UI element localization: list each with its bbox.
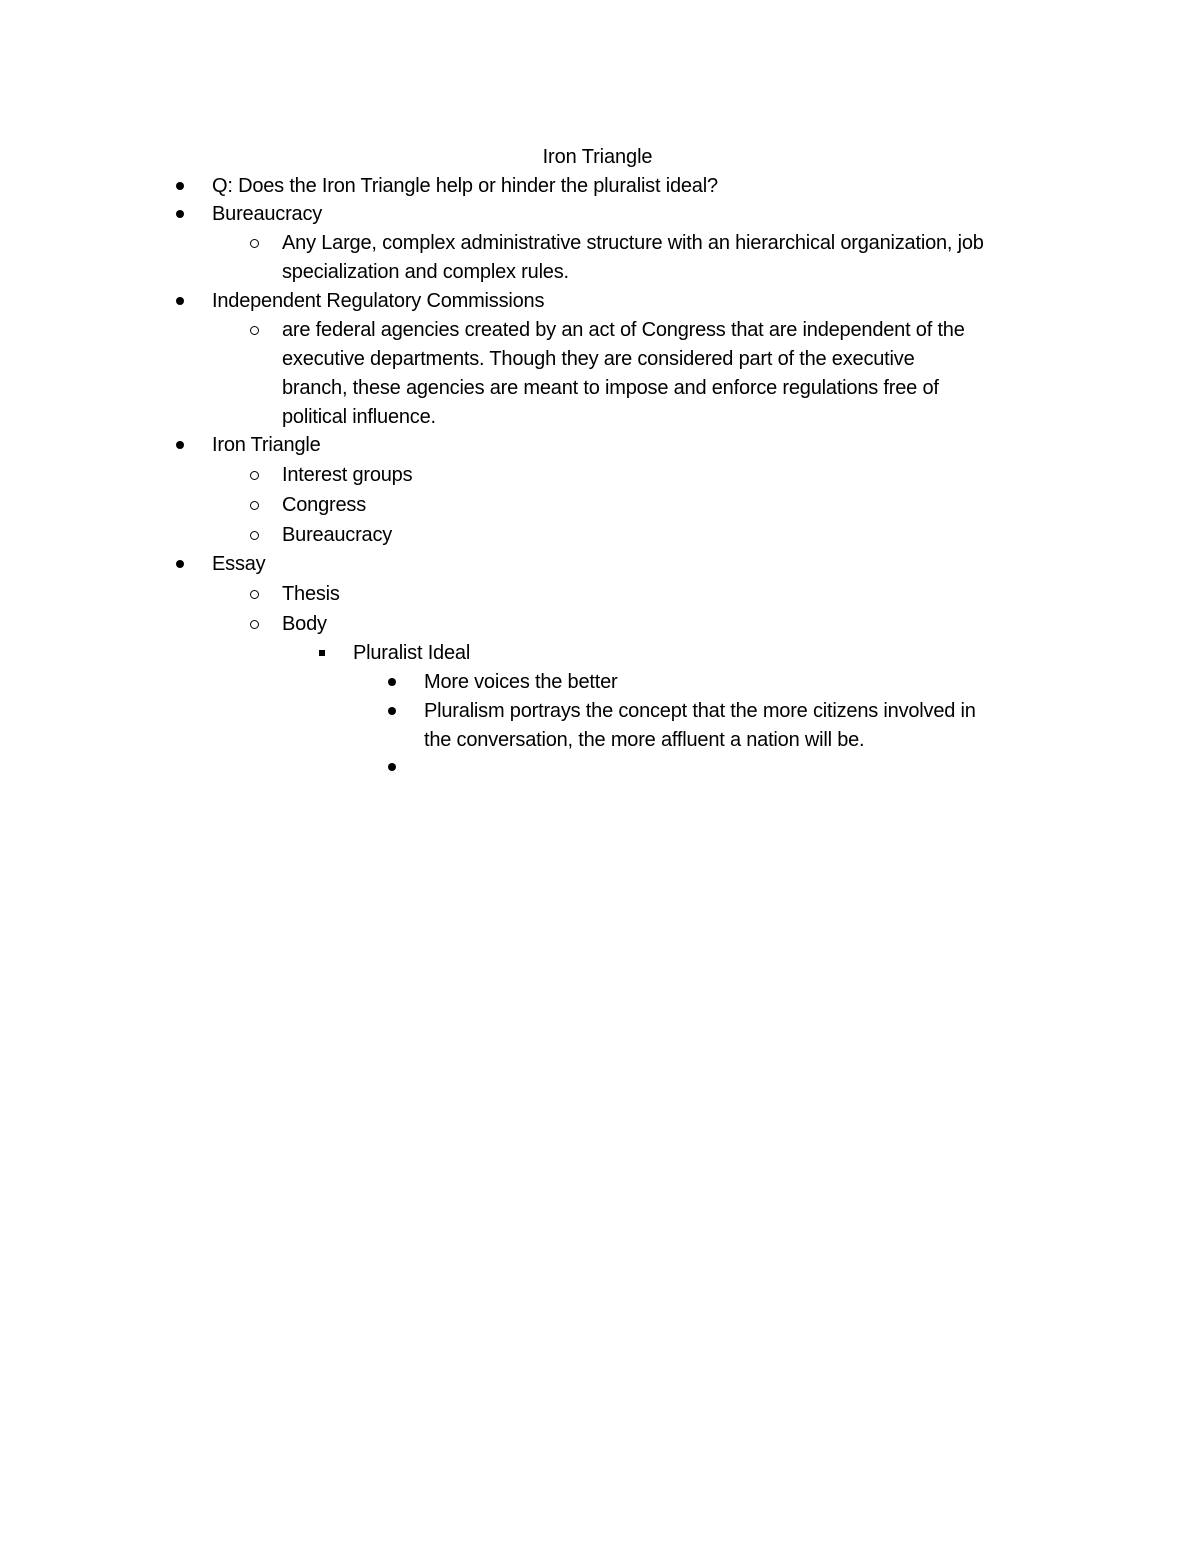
essay-label: Essay [212, 553, 266, 575]
question-text: Q: Does the Iron Triangle help or hinder the pluralist ideal? [212, 175, 718, 197]
bullet-dot-icon [176, 297, 184, 305]
bullet-square-icon [319, 650, 325, 656]
pluralist-point-1: More voices the better [424, 671, 618, 693]
pluralist-point-2-line2: the conversation, the more affluent a nation will be. [424, 729, 865, 751]
iron-triangle-label: Iron Triangle [212, 434, 321, 456]
irc-definition-line2: executive departments. Though they are considered part of the executive [282, 348, 915, 370]
iron-triangle-part: Bureaucracy [282, 524, 393, 546]
bureaucracy-label: Bureaucracy [212, 203, 323, 225]
bullet-circle-icon [250, 620, 259, 629]
bullet-circle-icon [250, 590, 259, 599]
essay-thesis: Thesis [282, 583, 340, 605]
bureaucracy-definition-line2: specialization and complex rules. [282, 261, 569, 283]
pluralist-ideal-label: Pluralist Ideal [353, 642, 471, 664]
bureaucracy-definition-line1: Any Large, complex administrative structure with an hierarchical organization, job [282, 232, 984, 254]
iron-triangle-part: Congress [282, 494, 366, 516]
bullet-dot-icon [388, 678, 396, 686]
bullet-dot-icon [176, 182, 184, 190]
iron-triangle-part: Interest groups [282, 464, 413, 486]
bullet-circle-icon [250, 471, 259, 480]
irc-definition-line4: political influence. [282, 406, 436, 428]
bullet-circle-icon [250, 239, 259, 248]
document-title: Iron Triangle [542, 146, 653, 168]
irc-definition-line3: branch, these agencies are meant to impose and enforce regulations free of [282, 377, 939, 399]
bullet-dot-icon [388, 763, 396, 771]
bullet-dot-icon [176, 210, 184, 218]
bullet-dot-icon [176, 560, 184, 568]
bullet-dot-icon [388, 707, 396, 715]
essay-body: Body [282, 613, 327, 635]
bullet-dot-icon [176, 441, 184, 449]
irc-label: Independent Regulatory Commissions [212, 290, 545, 312]
bullet-circle-icon [250, 531, 259, 540]
pluralist-point-2-line1: Pluralism portrays the concept that the more citizens involved in [424, 700, 976, 722]
irc-definition-line1: are federal agencies created by an act of Congress that are independent of the [282, 319, 965, 341]
bullet-circle-icon [250, 326, 259, 335]
bullet-circle-icon [250, 501, 259, 510]
